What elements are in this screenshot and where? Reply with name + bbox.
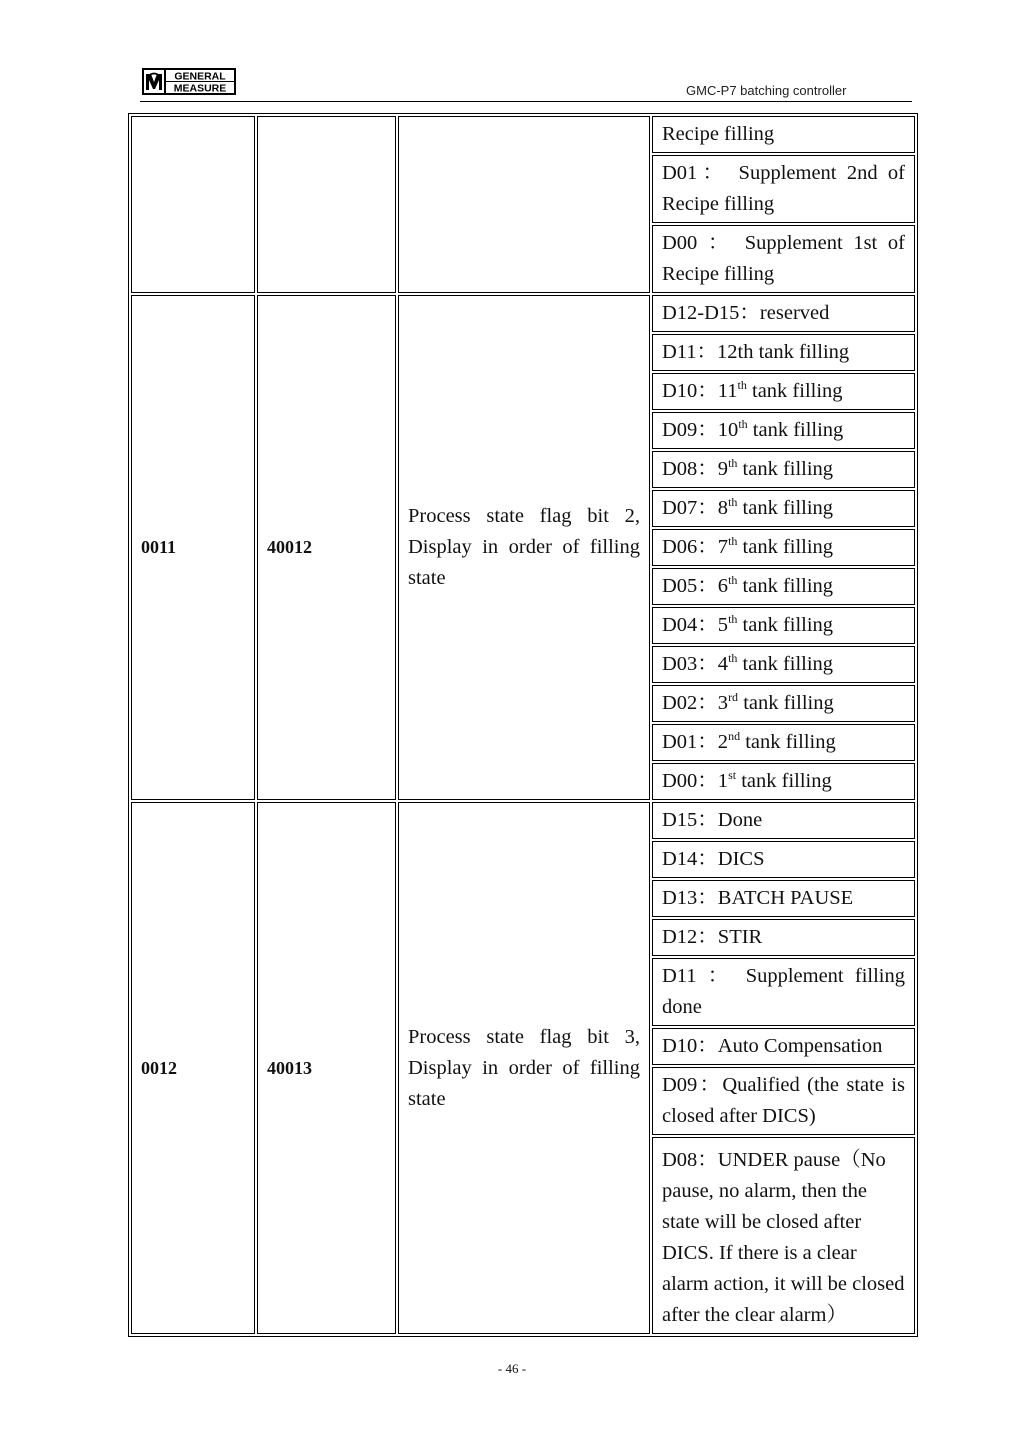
bit-cell bbox=[652, 529, 915, 566]
code-cell: 0011 bbox=[131, 295, 255, 800]
bit-text-tail: tank filling bbox=[747, 419, 844, 441]
bit-cell bbox=[652, 412, 915, 449]
bit-text-tail: tank filling bbox=[737, 536, 834, 558]
table-row bbox=[131, 802, 915, 839]
register-table bbox=[128, 113, 918, 1337]
description-cell bbox=[398, 116, 650, 293]
bit-text: D02：3 bbox=[662, 692, 729, 714]
bit-text: D00：1 bbox=[662, 770, 729, 792]
code-cell: 0012 bbox=[131, 802, 255, 1334]
ordinal-suffix: th bbox=[728, 495, 738, 510]
ordinal-suffix: th bbox=[728, 534, 738, 549]
bit-cell: Recipe filling bbox=[652, 116, 915, 153]
ordinal-suffix: th bbox=[728, 456, 738, 471]
bit-cell: D08：UNDER pause（No pause, no alarm, then the state will be closed after DICS. If there is a clear alarm action, it will be closed after the clear alarm） bbox=[652, 1137, 915, 1334]
general-measure-logo bbox=[142, 68, 236, 95]
bit-cell bbox=[652, 607, 915, 644]
bit-cell bbox=[652, 490, 915, 527]
ordinal-suffix: th bbox=[728, 651, 738, 666]
bit-cell bbox=[652, 373, 915, 410]
bit-text: D03：4 bbox=[662, 653, 729, 675]
bit-text-tail: tank filling bbox=[737, 458, 834, 480]
bit-cell: D12：STIR bbox=[652, 919, 915, 956]
ordinal-suffix: th bbox=[728, 612, 738, 627]
page-number: - 46 - bbox=[497, 1361, 527, 1376]
bit-text-tail: tank filling bbox=[736, 770, 832, 792]
bit-cell: D15：Done bbox=[652, 802, 915, 839]
ordinal-suffix: th bbox=[738, 417, 748, 432]
bit-text-tail: tank filling bbox=[737, 653, 834, 675]
description-cell: Process state flag bit 2, Display in order of filling state bbox=[398, 295, 650, 800]
bit-cell: D09：Qualified (the state is closed after DICS) bbox=[652, 1067, 915, 1135]
bit-text: D10：11 bbox=[662, 380, 738, 402]
ordinal-suffix: st bbox=[728, 768, 737, 783]
bit-text-tail: tank filling bbox=[737, 575, 834, 597]
bit-text-tail: tank filling bbox=[737, 614, 834, 636]
code-cell bbox=[131, 116, 255, 293]
bit-text-tail: tank filling bbox=[746, 380, 843, 402]
ordinal-suffix: rd bbox=[728, 690, 739, 705]
bit-text: D09：10 bbox=[662, 419, 739, 441]
ordinal-suffix: th bbox=[728, 573, 738, 588]
address-cell: 40012 bbox=[257, 295, 396, 800]
logo-text-general: GENERAL bbox=[174, 70, 226, 83]
bit-text: D06：7 bbox=[662, 536, 729, 558]
bit-text: D08：9 bbox=[662, 458, 729, 480]
bit-cell bbox=[652, 763, 915, 800]
bit-cell: D10：Auto Compensation bbox=[652, 1028, 915, 1065]
ordinal-suffix: th bbox=[737, 378, 747, 393]
bit-text: D04：5 bbox=[662, 614, 729, 636]
logo-text-measure: MEASURE bbox=[173, 82, 227, 95]
bit-cell: D00 ： Supplement 1st of Recipe filling bbox=[652, 225, 915, 293]
bit-cell bbox=[652, 568, 915, 605]
bit-text: D01：2 bbox=[662, 731, 729, 753]
address-cell bbox=[257, 116, 396, 293]
bit-text: D05：6 bbox=[662, 575, 729, 597]
bit-text: D07：8 bbox=[662, 497, 729, 519]
table-row bbox=[131, 116, 915, 153]
bit-cell: D11 ： Supplement filling done bbox=[652, 958, 915, 1026]
ordinal-suffix: nd bbox=[728, 729, 741, 744]
bit-text: D12-D15：reserved bbox=[662, 302, 830, 324]
bit-cell bbox=[652, 724, 915, 761]
table-row bbox=[131, 295, 915, 332]
header-rule bbox=[140, 101, 912, 102]
bit-cell: D14：DICS bbox=[652, 841, 915, 878]
bit-cell: D01： Supplement 2nd of Recipe filling bbox=[652, 155, 915, 223]
bit-cell bbox=[652, 295, 915, 332]
bit-text-tail: tank filling bbox=[740, 731, 836, 753]
bit-text-tail: tank filling bbox=[737, 497, 834, 519]
bit-cell bbox=[652, 334, 915, 371]
bit-cell: D13：BATCH PAUSE bbox=[652, 880, 915, 917]
bit-cell bbox=[652, 451, 915, 488]
bit-cell bbox=[652, 685, 915, 722]
address-cell: 40013 bbox=[257, 802, 396, 1334]
bit-text-tail: tank filling bbox=[738, 692, 834, 714]
bit-text: D11：12th tank filling bbox=[662, 341, 850, 363]
description-cell: Process state flag bit 3, Display in order of filling state bbox=[398, 802, 650, 1334]
bit-cell bbox=[652, 646, 915, 683]
document-title: GMC-P7 batching controller bbox=[686, 83, 847, 98]
